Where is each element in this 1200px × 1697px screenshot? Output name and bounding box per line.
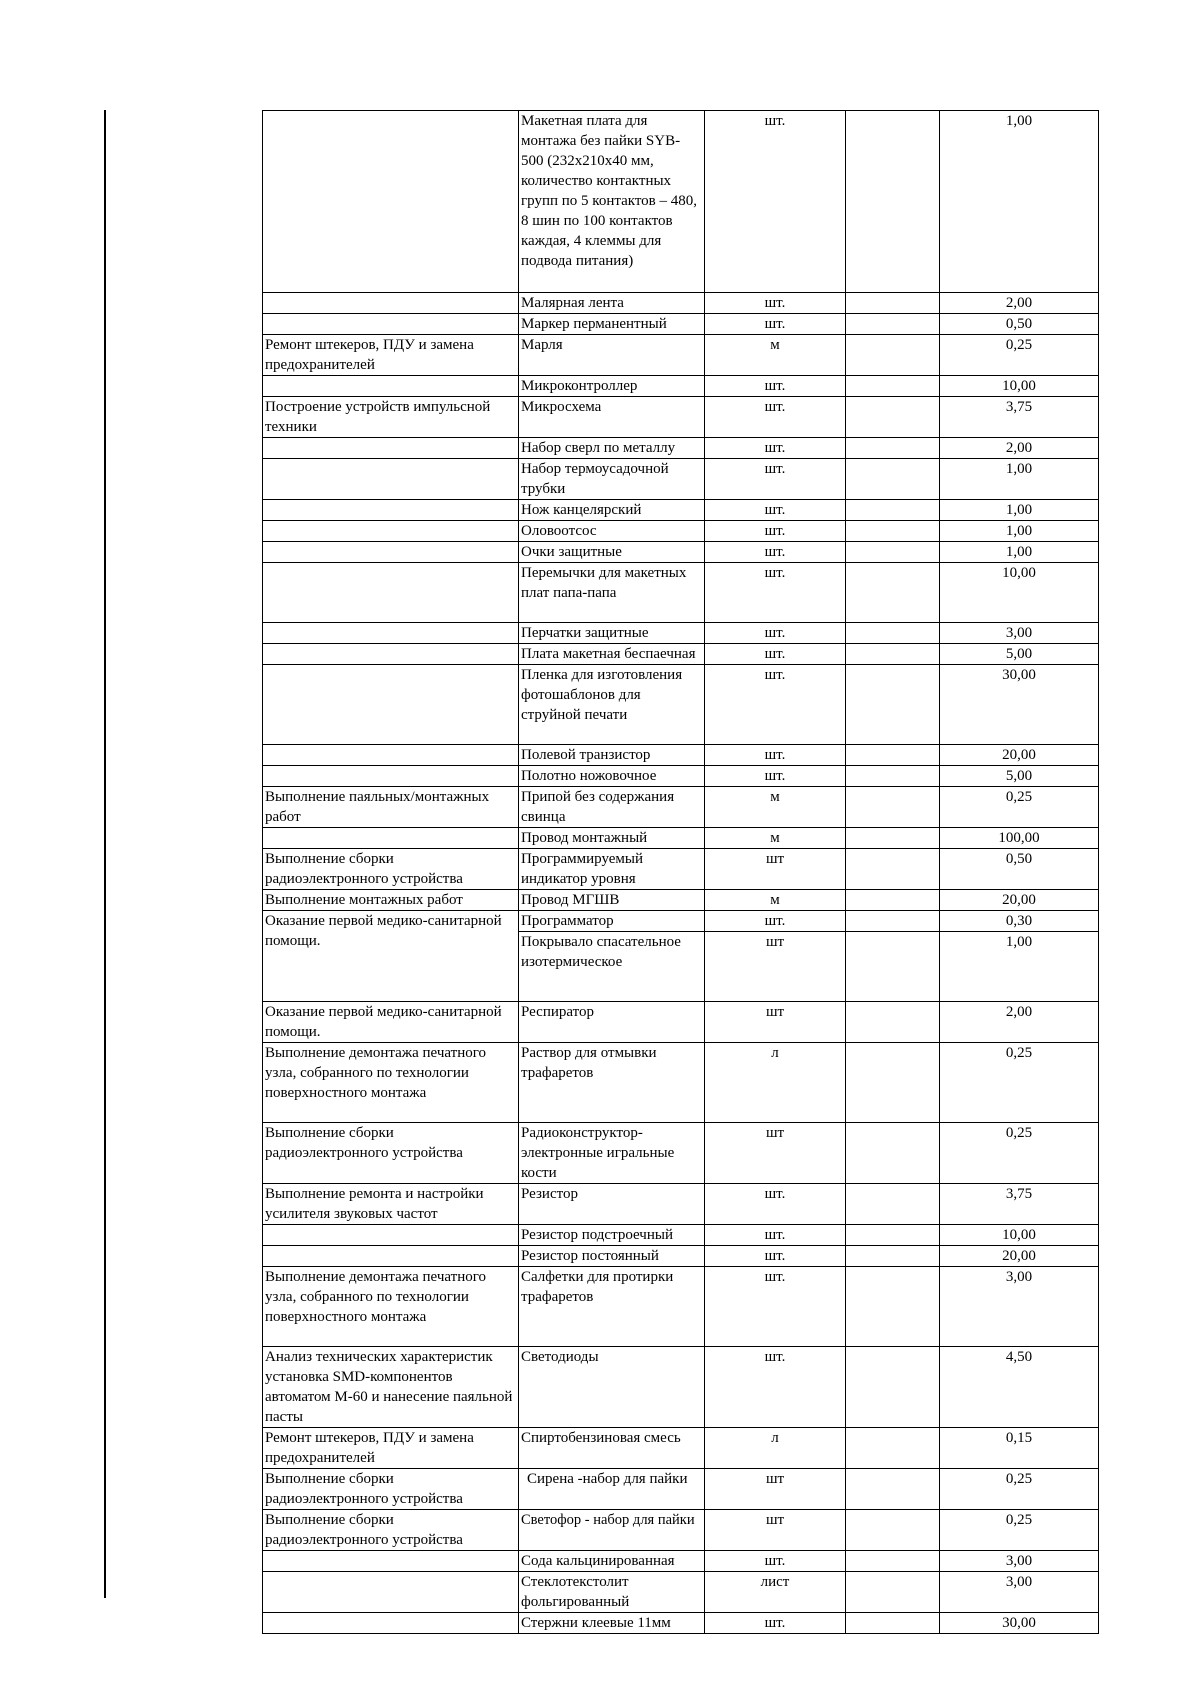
activity-cell xyxy=(263,644,519,665)
activity-cell xyxy=(263,1613,519,1634)
activity-cell xyxy=(263,376,519,397)
quantity-cell: 3,75 xyxy=(940,397,1099,438)
empty-cell xyxy=(846,1043,940,1123)
material-cell: Спиртобензиновая смесь xyxy=(519,1428,705,1469)
table-row xyxy=(263,766,1099,787)
table-row xyxy=(263,563,1099,623)
empty-cell xyxy=(846,932,940,1002)
table-row xyxy=(263,1347,1099,1428)
unit-cell: шт xyxy=(705,1002,846,1043)
material-cell: Набор термоусадочной трубки xyxy=(519,459,705,500)
empty-cell xyxy=(846,459,940,500)
empty-cell xyxy=(846,1613,940,1634)
table-row xyxy=(263,1184,1099,1225)
unit-cell: шт. xyxy=(705,911,846,932)
table-row xyxy=(263,1613,1099,1634)
empty-cell xyxy=(846,1572,940,1613)
unit-cell: шт. xyxy=(705,111,846,293)
activity-cell xyxy=(263,1572,519,1613)
empty-cell xyxy=(846,890,940,911)
quantity-cell: 1,00 xyxy=(940,500,1099,521)
empty-cell xyxy=(846,1123,940,1184)
table-row xyxy=(263,1572,1099,1613)
unit-cell: шт. xyxy=(705,1267,846,1347)
material-cell: Светофор - набор для пайки xyxy=(519,1510,705,1551)
activity-cell xyxy=(263,766,519,787)
table-row xyxy=(263,376,1099,397)
unit-cell: шт. xyxy=(705,459,846,500)
unit-cell: шт. xyxy=(705,397,846,438)
unit-cell: шт xyxy=(705,1123,846,1184)
quantity-cell: 0,25 xyxy=(940,1510,1099,1551)
material-cell: Припой без содержания свинца xyxy=(519,787,705,828)
material-cell: Микросхема xyxy=(519,397,705,438)
activity-cell: Выполнение сборки радиоэлектронного устройства xyxy=(263,849,519,890)
table-row xyxy=(263,665,1099,745)
material-cell: Нож канцелярский xyxy=(519,500,705,521)
material-cell: Провод МГШВ xyxy=(519,890,705,911)
quantity-cell: 3,00 xyxy=(940,1267,1099,1347)
material-cell: Программатор xyxy=(519,911,705,932)
material-cell: Радиоконструктор-электронные игральные кости xyxy=(519,1123,705,1184)
unit-cell: л xyxy=(705,1428,846,1469)
quantity-cell: 20,00 xyxy=(940,745,1099,766)
activity-cell: Ремонт штекеров, ПДУ и замена предохранителей xyxy=(263,335,519,376)
quantity-cell: 3,75 xyxy=(940,1184,1099,1225)
unit-cell: шт. xyxy=(705,623,846,644)
unit-cell: шт xyxy=(705,849,846,890)
material-cell: Макетная плата для монтажа без пайки SYB-500 (232х210х40 мм, количество контактных групп по 5 контактов – 480, 8 шин по 100 контактов каждая, 4 клеммы для подвода питания) xyxy=(519,111,705,293)
material-cell: Малярная лента xyxy=(519,293,705,314)
empty-cell xyxy=(846,623,940,644)
empty-cell xyxy=(846,787,940,828)
unit-cell: шт. xyxy=(705,293,846,314)
quantity-cell: 0,25 xyxy=(940,1123,1099,1184)
empty-cell xyxy=(846,1184,940,1225)
material-cell: Маркер перманентный xyxy=(519,314,705,335)
material-cell: Очки защитные xyxy=(519,542,705,563)
material-cell: Сода кальцинированная xyxy=(519,1551,705,1572)
unit-cell: шт. xyxy=(705,563,846,623)
table-row xyxy=(263,849,1099,890)
activity-cell: Анализ технических характеристик установка SMD-компонентов автоматом М-60 и нанесение паяльной пасты xyxy=(263,1347,519,1428)
material-cell: Провод монтажный xyxy=(519,828,705,849)
activity-cell xyxy=(263,500,519,521)
activity-cell xyxy=(263,111,519,293)
quantity-cell: 100,00 xyxy=(940,828,1099,849)
empty-cell xyxy=(846,1225,940,1246)
quantity-cell: 1,00 xyxy=(940,542,1099,563)
unit-cell: шт. xyxy=(705,1347,846,1428)
material-cell: Покрывало спасательное изотермическое xyxy=(519,932,705,1002)
table-row xyxy=(263,1469,1099,1510)
table-row xyxy=(263,521,1099,542)
material-cell: Резистор подстроечный xyxy=(519,1225,705,1246)
activity-cell: Выполнение сборки радиоэлектронного устройства xyxy=(263,1123,519,1184)
material-cell: Пленка для изготовления фотошаблонов для струйной печати xyxy=(519,665,705,745)
table-row xyxy=(263,459,1099,500)
quantity-cell: 5,00 xyxy=(940,766,1099,787)
material-cell: Стеклотекстолит фольгированный xyxy=(519,1572,705,1613)
unit-cell: лист xyxy=(705,1572,846,1613)
empty-cell xyxy=(846,766,940,787)
unit-cell: шт. xyxy=(705,745,846,766)
material-cell: Респиратор xyxy=(519,1002,705,1043)
empty-cell xyxy=(846,438,940,459)
quantity-cell: 0,50 xyxy=(940,849,1099,890)
quantity-cell: 0,25 xyxy=(940,1469,1099,1510)
quantity-cell: 3,00 xyxy=(940,1551,1099,1572)
empty-cell xyxy=(846,521,940,542)
table-row xyxy=(263,111,1099,293)
table-row xyxy=(263,438,1099,459)
table-row xyxy=(263,828,1099,849)
table-row xyxy=(263,911,1099,932)
activity-cell: Выполнение демонтажа печатного узла, собранного по технологии поверхностного монтажа xyxy=(263,1043,519,1123)
quantity-cell: 5,00 xyxy=(940,644,1099,665)
quantity-cell: 2,00 xyxy=(940,293,1099,314)
unit-cell: шт xyxy=(705,1469,846,1510)
activity-cell xyxy=(263,828,519,849)
activity-cell: Оказание первой медико-санитарной помощи. xyxy=(263,911,519,1002)
table-row xyxy=(263,1225,1099,1246)
unit-cell: шт. xyxy=(705,438,846,459)
table-row xyxy=(263,1002,1099,1043)
unit-cell: шт. xyxy=(705,644,846,665)
quantity-cell: 0,50 xyxy=(940,314,1099,335)
quantity-cell: 30,00 xyxy=(940,1613,1099,1634)
empty-cell xyxy=(846,335,940,376)
quantity-cell: 2,00 xyxy=(940,438,1099,459)
activity-cell: Оказание первой медико-санитарной помощи. xyxy=(263,1002,519,1043)
unit-cell: шт. xyxy=(705,500,846,521)
material-cell: Салфетки для протирки трафаретов xyxy=(519,1267,705,1347)
table-row xyxy=(263,1043,1099,1123)
table-row xyxy=(263,397,1099,438)
activity-cell: Построение устройств импульсной техники xyxy=(263,397,519,438)
table-row xyxy=(263,500,1099,521)
unit-cell: шт. xyxy=(705,1613,846,1634)
empty-cell xyxy=(846,397,940,438)
material-cell: Микроконтроллер xyxy=(519,376,705,397)
quantity-cell: 20,00 xyxy=(940,890,1099,911)
unit-cell: шт. xyxy=(705,376,846,397)
table-row xyxy=(263,293,1099,314)
table-row xyxy=(263,1267,1099,1347)
empty-cell xyxy=(846,1002,940,1043)
table-row xyxy=(263,314,1099,335)
unit-cell: шт. xyxy=(705,521,846,542)
table-row xyxy=(263,1510,1099,1551)
table-row xyxy=(263,787,1099,828)
activity-cell xyxy=(263,745,519,766)
empty-cell xyxy=(846,849,940,890)
activity-cell xyxy=(263,1246,519,1267)
material-cell: Полотно ножовочное xyxy=(519,766,705,787)
material-cell: Светодиоды xyxy=(519,1347,705,1428)
quantity-cell: 0,25 xyxy=(940,335,1099,376)
activity-cell: Ремонт штекеров, ПДУ и замена предохранителей xyxy=(263,1428,519,1469)
quantity-cell: 0,30 xyxy=(940,911,1099,932)
quantity-cell: 3,00 xyxy=(940,1572,1099,1613)
activity-cell xyxy=(263,665,519,745)
table-row xyxy=(263,623,1099,644)
unit-cell: л xyxy=(705,1043,846,1123)
quantity-cell: 10,00 xyxy=(940,563,1099,623)
material-cell: Перемычки для макетных плат папа-папа xyxy=(519,563,705,623)
empty-cell xyxy=(846,111,940,293)
table-row xyxy=(263,1246,1099,1267)
quantity-cell: 0,15 xyxy=(940,1428,1099,1469)
material-cell: Полевой транзистор xyxy=(519,745,705,766)
material-cell: Оловоотсос xyxy=(519,521,705,542)
table-row xyxy=(263,1428,1099,1469)
unit-cell: шт. xyxy=(705,1246,846,1267)
unit-cell: м xyxy=(705,890,846,911)
table-row xyxy=(263,1551,1099,1572)
table-row xyxy=(263,745,1099,766)
activity-cell xyxy=(263,459,519,500)
empty-cell xyxy=(846,293,940,314)
quantity-cell: 4,50 xyxy=(940,1347,1099,1428)
empty-cell xyxy=(846,314,940,335)
table-row xyxy=(263,644,1099,665)
unit-cell: шт. xyxy=(705,314,846,335)
activity-cell xyxy=(263,293,519,314)
quantity-cell: 1,00 xyxy=(940,932,1099,1002)
activity-cell xyxy=(263,623,519,644)
table-row xyxy=(263,1123,1099,1184)
table-row xyxy=(263,890,1099,911)
empty-cell xyxy=(846,1469,940,1510)
activity-cell: Выполнение ремонта и настройки усилителя звуковых частот xyxy=(263,1184,519,1225)
activity-cell: Выполнение паяльных/монтажных работ xyxy=(263,787,519,828)
quantity-cell: 1,00 xyxy=(940,111,1099,293)
quantity-cell: 0,25 xyxy=(940,1043,1099,1123)
activity-cell xyxy=(263,1551,519,1572)
table-row xyxy=(263,335,1099,376)
quantity-cell: 10,00 xyxy=(940,376,1099,397)
empty-cell xyxy=(846,1551,940,1572)
quantity-cell: 1,00 xyxy=(940,521,1099,542)
activity-cell: Выполнение демонтажа печатного узла, собранного по технологии поверхностного монтажа xyxy=(263,1267,519,1347)
material-cell: Перчатки защитные xyxy=(519,623,705,644)
empty-cell xyxy=(846,644,940,665)
materials-table xyxy=(262,110,1099,1634)
quantity-cell: 2,00 xyxy=(940,1002,1099,1043)
material-cell: Стержни клеевые 11мм xyxy=(519,1613,705,1634)
unit-cell: шт xyxy=(705,932,846,1002)
activity-cell: Выполнение сборки радиоэлектронного устройства xyxy=(263,1510,519,1551)
unit-cell: шт xyxy=(705,1510,846,1551)
table-row xyxy=(263,542,1099,563)
empty-cell xyxy=(846,1428,940,1469)
unit-cell: шт. xyxy=(705,1184,846,1225)
quantity-cell: 0,25 xyxy=(940,787,1099,828)
quantity-cell: 30,00 xyxy=(940,665,1099,745)
material-cell: Сирена -набор для пайки xyxy=(519,1469,705,1510)
material-cell: Резистор xyxy=(519,1184,705,1225)
material-cell: Набор сверл по металлу xyxy=(519,438,705,459)
empty-cell xyxy=(846,500,940,521)
activity-cell xyxy=(263,1225,519,1246)
unit-cell: шт. xyxy=(705,665,846,745)
empty-cell xyxy=(846,376,940,397)
unit-cell: м xyxy=(705,828,846,849)
empty-cell xyxy=(846,1246,940,1267)
empty-cell xyxy=(846,745,940,766)
material-cell: Резистор постоянный xyxy=(519,1246,705,1267)
unit-cell: м xyxy=(705,787,846,828)
empty-cell xyxy=(846,1267,940,1347)
unit-cell: м xyxy=(705,335,846,376)
empty-cell xyxy=(846,665,940,745)
empty-cell xyxy=(846,828,940,849)
activity-cell: Выполнение монтажных работ xyxy=(263,890,519,911)
empty-cell xyxy=(846,911,940,932)
material-cell: Программируемый индикатор уровня xyxy=(519,849,705,890)
quantity-cell: 10,00 xyxy=(940,1225,1099,1246)
activity-cell xyxy=(263,521,519,542)
empty-cell xyxy=(846,542,940,563)
empty-cell xyxy=(846,563,940,623)
quantity-cell: 3,00 xyxy=(940,623,1099,644)
quantity-cell: 20,00 xyxy=(940,1246,1099,1267)
activity-cell xyxy=(263,563,519,623)
unit-cell: шт. xyxy=(705,1225,846,1246)
activity-cell xyxy=(263,438,519,459)
activity-cell: Выполнение сборки радиоэлектронного устройства xyxy=(263,1469,519,1510)
activity-cell xyxy=(263,314,519,335)
unit-cell: шт. xyxy=(705,1551,846,1572)
empty-cell xyxy=(846,1347,940,1428)
material-cell: Плата макетная беспаечная xyxy=(519,644,705,665)
activity-cell xyxy=(263,542,519,563)
material-cell: Марля xyxy=(519,335,705,376)
material-cell: Раствор для отмывки трафаретов xyxy=(519,1043,705,1123)
quantity-cell: 1,00 xyxy=(940,459,1099,500)
margin-rule xyxy=(104,110,106,1598)
empty-cell xyxy=(846,1510,940,1551)
unit-cell: шт. xyxy=(705,766,846,787)
unit-cell: шт. xyxy=(705,542,846,563)
